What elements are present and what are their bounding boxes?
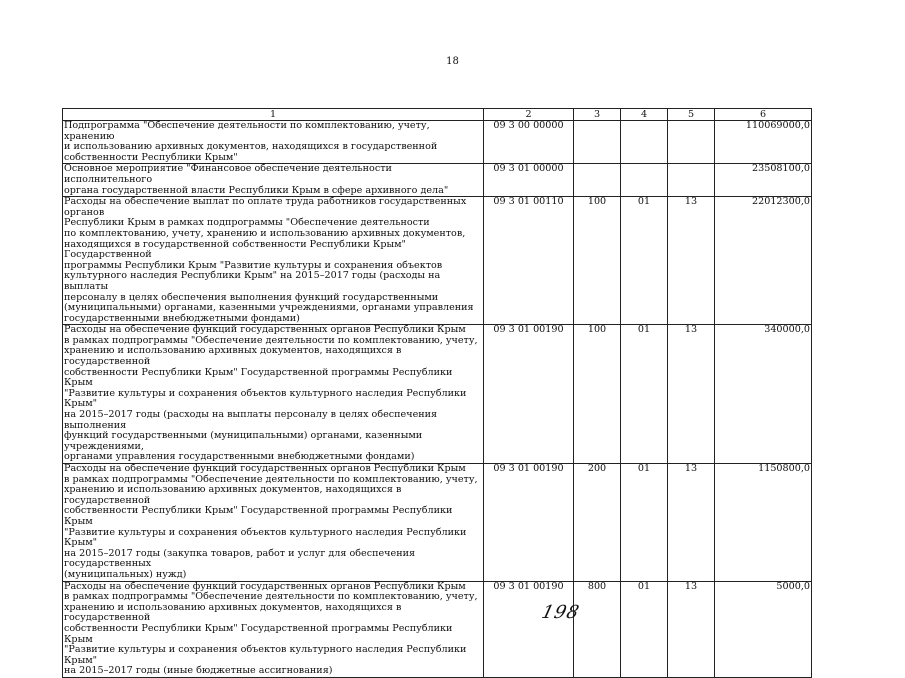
row-code: 09 3 01 00190 — [484, 325, 574, 464]
row-amount: 5000,0 — [715, 581, 812, 677]
row-section: 01 — [621, 464, 668, 582]
row-expense-type: 100 — [574, 325, 621, 464]
row-expense-type — [574, 164, 621, 197]
row-section: 01 — [621, 197, 668, 325]
row-amount: 23508100,0 — [715, 164, 812, 197]
table-header-row — [63, 109, 812, 121]
row-description: Подпрограмма "Обеспечение деятельности по комплектованию, учету, хранению и использованию архивных документов, находящихся в государственной собственности Республики Крым" — [63, 121, 484, 164]
row-section — [621, 121, 668, 164]
row-section: 01 — [621, 581, 668, 677]
handwritten-page-number: 198 — [539, 602, 582, 623]
row-section — [621, 164, 668, 197]
column-header: 4 — [621, 109, 668, 121]
table-row — [63, 197, 812, 325]
table-row — [63, 464, 812, 582]
row-description: Основное мероприятие "Финансовое обеспечение деятельности исполнительного органа государственной власти Республики Крым в сфере архивного дела" — [63, 164, 484, 197]
row-code: 09 3 00 00000 — [484, 121, 574, 164]
row-amount: 340000,0 — [715, 325, 812, 464]
row-subsection — [668, 164, 715, 197]
row-code: 09 3 01 00190 — [484, 464, 574, 582]
column-header: 2 — [484, 109, 574, 121]
row-amount: 110069000,0 — [715, 121, 812, 164]
row-section: 01 — [621, 325, 668, 464]
column-header: 5 — [668, 109, 715, 121]
row-subsection: 13 — [668, 581, 715, 677]
table-row — [63, 325, 812, 464]
column-header: 1 — [63, 109, 484, 121]
row-code: 09 3 01 00190 — [484, 581, 574, 677]
table-row — [63, 581, 812, 677]
table-row — [63, 121, 812, 164]
row-subsection: 13 — [668, 464, 715, 582]
row-description: Расходы на обеспечение функций государственных органов Республики Крым в рамках подпрограммы "Обеспечение деятельности по комплектованию, учету, хранению и использованию архивных документов, находящихся в государственной собственности Республики Крым" Государственной программы Республики Крым "Развитие культуры и сохранения объектов культурного наследия Республики Крым" на 2015–2017 годы (расходы на выплаты персоналу в целях обеспечения выполнения функций государственными (муниципальными) органами, казенными учреждениями, органами управления государственными внебюджетными фондами) — [63, 325, 484, 464]
row-expense-type: 200 — [574, 464, 621, 582]
row-subsection: 13 — [668, 197, 715, 325]
row-description: Расходы на обеспечение функций государственных органов Республики Крым в рамках подпрограммы "Обеспечение деятельности по комплектованию, учету, хранению и использованию архивных документов, находящихся в государственной собственности Республики Крым" Государственной программы Республики Крым "Развитие культуры и сохранения объектов культурного наследия Республики Крым" на 2015–2017 годы (закупка товаров, работ и услуг для обеспечения государственных (муниципальных) нужд) — [63, 464, 484, 582]
row-subsection — [668, 121, 715, 164]
row-amount: 1150800,0 — [715, 464, 812, 582]
row-amount: 22012300,0 — [715, 197, 812, 325]
budget-table — [62, 108, 812, 678]
row-code: 09 3 01 00000 — [484, 164, 574, 197]
row-code: 09 3 01 00110 — [484, 197, 574, 325]
row-expense-type — [574, 121, 621, 164]
page-number: 18 — [446, 56, 459, 67]
row-subsection: 13 — [668, 325, 715, 464]
row-expense-type: 800 — [574, 581, 621, 677]
column-header: 6 — [715, 109, 812, 121]
row-description: Расходы на обеспечение функций государственных органов Республики Крым в рамках подпрограммы "Обеспечение деятельности по комплектованию, учету, хранению и использованию архивных документов, находящихся в государственной собственности Республики Крым" Государственной программы Республики Крым "Развитие культуры и сохранения объектов культурного наследия Республики Крым" на 2015–2017 годы (иные бюджетные ассигнования) — [63, 581, 484, 677]
row-description: Расходы на обеспечение выплат по оплате труда работников государственных органов Республики Крым в рамках подпрограммы "Обеспечение деятельности по комплектованию, учету, хранению и использованию архивных документов, находящихся в государственной собственности Республики Крым" Государственной программы Республики Крым "Развитие культуры и сохранения объектов культурного наследия Республики Крым" на 2015–2017 годы (расходы на выплаты персоналу в целях обеспечения выполнения функций государственными (муниципальными) органами, казенными учреждениями, органами управления государственными внебюджетными фондами) — [63, 197, 484, 325]
table-row — [63, 164, 812, 197]
column-header: 3 — [574, 109, 621, 121]
row-expense-type: 100 — [574, 197, 621, 325]
